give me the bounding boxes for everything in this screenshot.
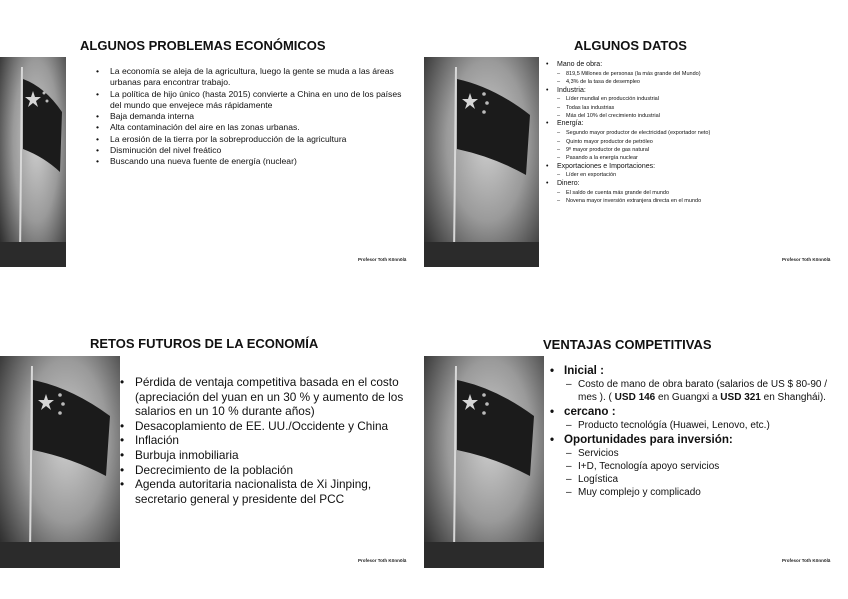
list-item: • Desacoplamiento de EE. UU./Occidente y China [120,419,420,434]
author-credit: Profesor Toth Könnölä [358,558,407,563]
usd-guangxi: USD 146 [614,392,656,403]
list-item: • La economía se aleja de la agricultura, luego la gente se muda a las áreas urbanas para encontrar trabajo. [96,66,414,89]
list-item: • Disminución del nivel freático [96,145,414,156]
list-item: • Burbuja inmobiliaria [120,448,420,463]
sub-item: – I+D, Tecnología apoyo servicios [566,460,842,473]
sub-item: – Líder mundial en producción industrial [557,95,838,103]
list-item-opportunities: • Oportunidades para inversión: [550,432,842,447]
china-flag-icon [0,356,120,568]
list-item: • Alta contaminación del aire en las zonas urbanas. [96,122,414,133]
sub-item: – 4,3% de la tasa de desempleo [557,78,838,86]
author-credit: Profesor Toth Könnölä [782,257,831,262]
list-item-energy: • Energía: [546,120,838,129]
bullet-list [546,61,838,205]
usd-shanghai: USD 321 [720,392,761,403]
sub-list [546,70,838,87]
sub-list [546,95,838,120]
list-item: • La erosión de la tierra por la sobreproducción de la agricultura [96,134,414,145]
flag-photo [0,57,66,267]
labor-cost-text: en Shanghái). [760,392,826,403]
flag-photo [424,356,544,568]
slide-title: ALGUNOS DATOS [574,38,687,53]
sub-item: – 819,5 Millones de personas (la más grande del Mundo) [557,70,838,78]
author-credit: Profesor Toth Könnölä [782,558,831,563]
sub-item: – El saldo de cuenta más grande del mundo [557,189,838,197]
bullet-list [550,363,842,499]
flag-photo [424,57,539,267]
sub-list [550,378,842,404]
sub-item: – Producto tecnológía (Huawei, Lenovo, etc.) [566,419,842,432]
slide-title: ALGUNOS PROBLEMAS ECONÓMICOS [80,38,326,53]
list-item-near: • cercano : [550,404,842,419]
sub-list [550,447,842,499]
labor-cost-text: en Guangxi a [655,392,721,403]
bullet-list [120,375,420,506]
slide-title: RETOS FUTUROS DE LA ECONOMÍA [90,336,319,351]
sub-item-labor-cost [566,378,842,404]
sub-list [546,189,838,206]
sub-item: – Logística [566,473,842,486]
labor-cost-text: Costo de mano de obra barato (salarios de US $ 80-90 / mes ). ( [578,379,828,403]
list-item-labor: • Mano de obra: [546,61,838,70]
china-flag-icon [424,57,539,267]
sub-item: – Quinto mayor productor de petróleo [557,138,838,146]
sub-list [546,171,838,179]
bullet-list [96,66,414,168]
sub-list [550,419,842,432]
list-item: • Decrecimiento de la población [120,463,420,478]
sub-item: – Segundo mayor productor de electricidad (exportador neto) [557,129,838,137]
list-item: • Pérdida de ventaja competitiva basada en el costo (apreciación del yuan en un 30 % y aumento de los salarios en un 10 % durante años) [120,375,420,419]
sub-item: – Servicios [566,447,842,460]
list-item: • La política de hijo único (hasta 2015) convierte a China en uno de los países del mundo que envejece más rápidamente [96,89,414,112]
list-item-initial: • Inicial : [550,363,842,378]
sub-item: – Todas las industrias [557,104,838,112]
sub-item: – Más del 10% del crecimiento industrial [557,112,838,120]
author-credit: Profesor Toth Könnölä [358,257,407,262]
sub-item: – Novena mayor inversión extranjera directa en el mundo [557,197,838,205]
china-flag-icon [424,356,544,568]
flag-photo [0,356,120,568]
list-item: • Inflación [120,433,420,448]
list-item-trade: • Exportaciones e Importaciones: [546,163,838,172]
sub-list [546,129,838,163]
sub-item: – 9º mayor productor de gas natural [557,146,838,154]
sub-item: – Muy complejo y complicado [566,486,842,499]
china-flag-icon [0,57,66,267]
list-item: • Baja demanda interna [96,111,414,122]
sub-item: – Pasando a la energía nuclear [557,154,838,162]
slide-title: VENTAJAS COMPETITIVAS [543,337,712,352]
list-item-money: • Dinero: [546,180,838,189]
sub-item: – Líder en exportación [557,171,838,179]
list-item-industry: • Industria: [546,87,838,96]
list-item: • Agenda autoritaria nacionalista de Xi Jinping, secretario general y presidente del PCC [120,477,420,506]
list-item: • Buscando una nueva fuente de energía (nuclear) [96,156,414,167]
